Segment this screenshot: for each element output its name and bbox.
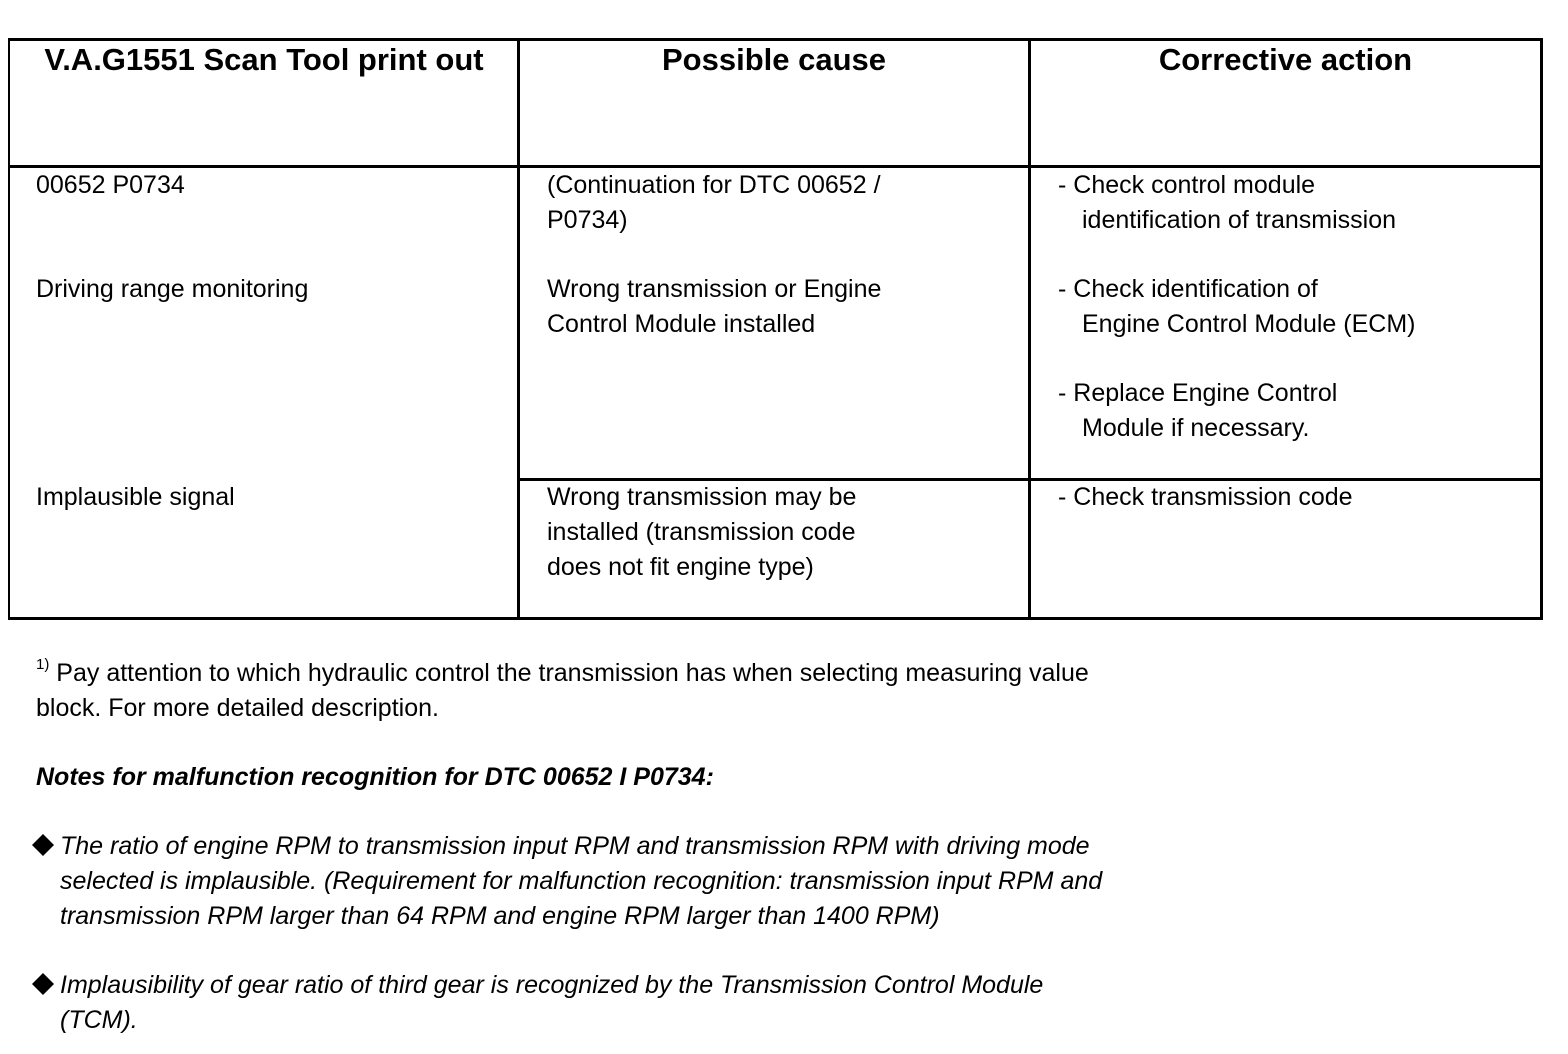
diagnostic-table [8, 38, 1543, 620]
cause-wrong-transmission-line-3: does not fit engine type) [547, 553, 814, 581]
cause-wrong-module-line-2: Control Module installed [547, 310, 816, 338]
table-border-right [1540, 38, 1543, 620]
cause-wrong-transmission-line-2: installed (transmission code [547, 518, 856, 546]
dtc-item-implausible-signal: Implausible signal [36, 483, 235, 511]
table-column-divider-1 [517, 38, 520, 620]
footnote-marker: 1) [36, 656, 50, 673]
action-replace-ecm-line-2: Module if necessary. [1082, 414, 1310, 442]
dtc-code: 00652 P0734 [36, 171, 185, 199]
diamond-bullet-icon [32, 973, 54, 995]
cause-continuation-line-2: P0734) [547, 206, 628, 234]
header-scan-tool-printout: V.A.G1551 Scan Tool print out [44, 42, 484, 77]
dtc-item-driving-range: Driving range monitoring [36, 275, 309, 303]
note-2-line-2: (TCM). [60, 1006, 138, 1034]
note-1-line-3: transmission RPM larger than 64 RPM and engine RPM larger than 1400 RPM) [60, 902, 940, 930]
cause-wrong-transmission-line-1: Wrong transmission may be [547, 483, 857, 511]
header-corrective-action: Corrective action [1158, 42, 1413, 77]
table-border-bottom [8, 617, 1543, 620]
notes-title: Notes for malfunction recognition for DTC 00652 I P0734: [36, 763, 714, 791]
action-check-control-module-line-1: - Check control module [1058, 171, 1316, 199]
action-check-ecm-line-1: - Check identification of [1058, 275, 1318, 303]
action-replace-ecm-line-1: - Replace Engine Control [1058, 379, 1338, 407]
cause-continuation-line-1: (Continuation for DTC 00652 / [547, 171, 881, 199]
footnote-line-2: block. For more detailed description. [36, 694, 439, 722]
action-check-control-module-line-2: identification of transmission [1082, 206, 1397, 234]
header-possible-cause: Possible cause [661, 42, 886, 77]
action-check-transmission-code: - Check transmission code [1058, 483, 1353, 511]
note-1-line-1: The ratio of engine RPM to transmission input RPM and transmission RPM with driving mode [60, 832, 1090, 860]
footnote-line-1 [36, 656, 1089, 694]
action-check-ecm-line-2: Engine Control Module (ECM) [1082, 310, 1416, 338]
table-column-divider-2 [1028, 38, 1031, 620]
note-2-line-1: Implausibility of gear ratio of third gear is recognized by the Transmission Control Module [60, 971, 1044, 999]
table-border-left [8, 38, 10, 620]
cause-wrong-module-line-1: Wrong transmission or Engine [547, 275, 882, 303]
diamond-bullet-icon [32, 834, 54, 856]
note-1-line-2: selected is implausible. (Requirement for malfunction recognition: transmission input RPM and [60, 867, 1103, 895]
footnote-text-1: Pay attention to which hydraulic control the transmission has when selecting measuring value [49, 659, 1089, 687]
